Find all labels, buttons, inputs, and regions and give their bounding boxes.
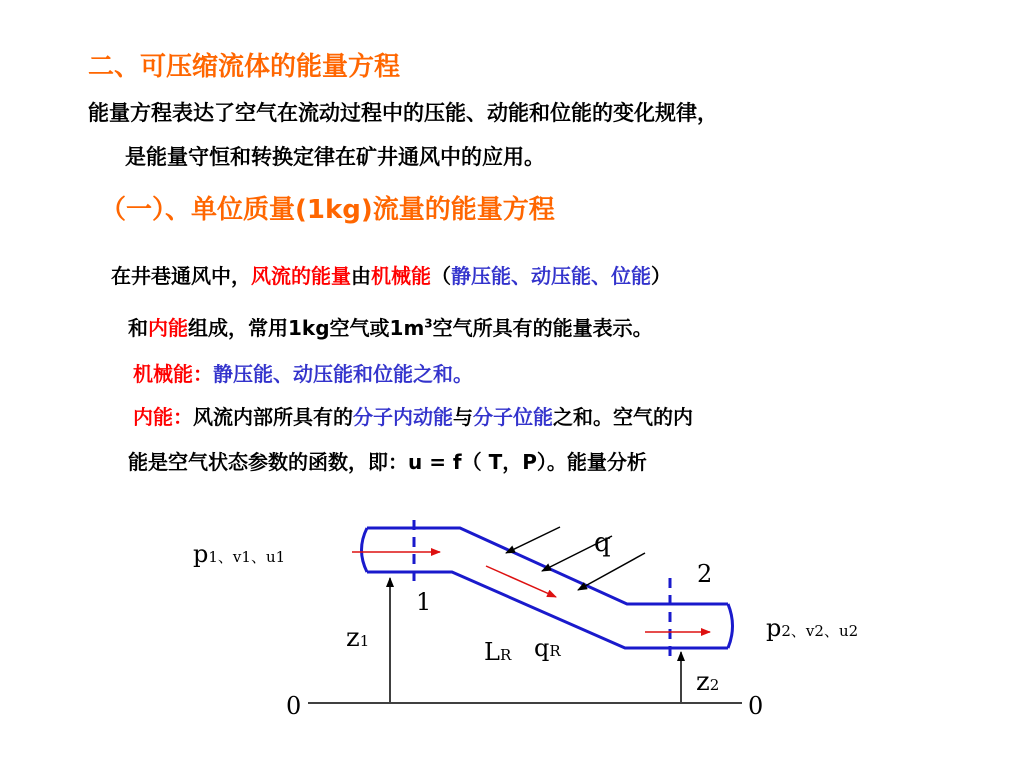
mech-label: 机械能： [133, 362, 213, 386]
internal-text: 之和。空气的内 [553, 405, 693, 429]
para1-text: （ [431, 264, 451, 288]
para2-text: 组成，常用1kg空气或1m [188, 316, 425, 340]
internal-text: 风流内部所具有的 [193, 405, 353, 429]
datum-left-label: 0 [286, 692, 302, 720]
para2-text: 和 [128, 316, 148, 340]
para1-text: 由 [351, 264, 371, 288]
para1-energy-types: 静压能、动压能、位能 [451, 264, 651, 288]
internal-energy-line-2: 能是空气状态参数的函数，即：u = f（ T，P）。能量分析 [128, 450, 647, 474]
page-title: 二、可压缩流体的能量方程 [88, 52, 401, 82]
heat-label: q [594, 528, 611, 558]
para1-text: ） [651, 264, 671, 288]
heat-arrow-3 [578, 553, 645, 590]
heat-arrow-1 [506, 527, 560, 553]
internal-text: 与 [453, 405, 473, 429]
para2-internal-energy: 内能 [148, 316, 188, 340]
intro-line-1: 能量方程表达了空气在流动过程中的压能、动能和位能的变化规律， [88, 101, 718, 125]
mech-text: 静压能、动压能和位能之和。 [213, 362, 473, 386]
section-2-label: 2 [697, 560, 713, 588]
state1-label: p1、v1、u1 [193, 540, 286, 568]
section-1-label: 1 [416, 588, 432, 616]
internal-molecular-potential: 分子位能 [473, 405, 553, 429]
para1-mechanical-energy: 机械能 [371, 264, 431, 288]
para1-flow-energy: 风流的能量 [251, 264, 351, 288]
internal-label: 内能： [133, 405, 193, 429]
para1-text: 在井巷通风中， [111, 264, 251, 288]
friction-heat-label: qR [534, 634, 561, 662]
para2-text: 空气所具有的能量表示。 [432, 316, 653, 340]
section-subtitle: （一）、单位质量(1kg)流量的能量方程 [100, 195, 555, 225]
pipe-inlet-end [362, 528, 368, 572]
state2-label: p2、v2、u2 [766, 614, 859, 642]
z1-label: z1 [346, 623, 370, 653]
z2-label: z2 [696, 667, 720, 697]
pipe-outlet-end [728, 604, 733, 648]
datum-right-label: 0 [748, 692, 764, 720]
para2-superscript: 3 [424, 316, 433, 331]
intro-line-2: 是能量守恒和转换定律在矿井通风中的应用。 [125, 145, 545, 169]
internal-molecular-kinetic: 分子内动能 [353, 405, 453, 429]
friction-work-label: LR [484, 638, 512, 666]
